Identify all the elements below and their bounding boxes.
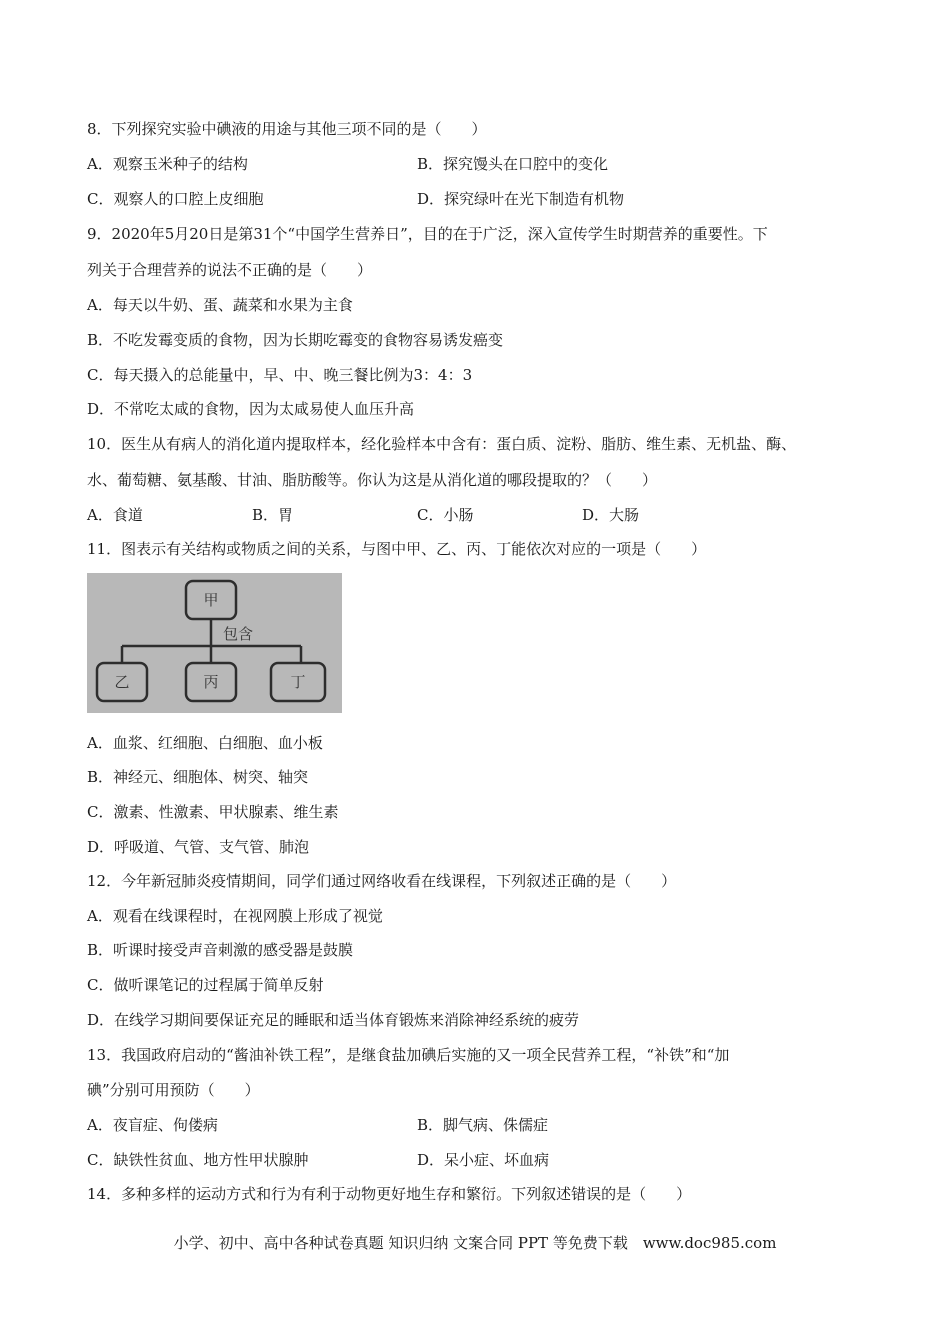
q13-stem-line2: 碘”分别可用预防（ ） <box>87 1081 260 1099</box>
q8-option-a: A．观察玉米种子的结构 <box>87 155 248 173</box>
q8-option-b: B．探究馒头在口腔中的变化 <box>417 155 609 173</box>
label-jia: 甲 <box>203 591 219 609</box>
label-ding: 丁 <box>290 673 306 691</box>
q9-option-c: C．每天摄入的总能量中，早、中、晚三餐比例为3：4：3 <box>87 366 473 384</box>
q8-option-c: C．观察人的口腔上皮细胞 <box>87 190 264 208</box>
q14-stem: 14．多种多样的运动方式和行为有利于动物更好地生存和繁衍。下列叙述错误的是（ ） <box>87 1185 692 1203</box>
q12-option-c: C．做听课笔记的过程属于简单反射 <box>87 976 324 994</box>
q13-option-b: B．脚气病、侏儒症 <box>417 1116 549 1134</box>
q10-option-d: D．大肠 <box>582 506 640 524</box>
q11-option-c: C．激素、性激素、甲状腺素、维生素 <box>87 803 339 821</box>
page-footer: 小学、初中、高中各种试卷真题 知识归纳 文案合同 PPT 等免费下载 www.doc985.com <box>173 1234 777 1252</box>
q11-option-d: D．呼吸道、气管、支气管、肺泡 <box>87 838 310 856</box>
label-yi: 乙 <box>114 673 130 691</box>
q12-option-d: D．在线学习期间要保证充足的睡眠和适当体育锻炼来消除神经系统的疲劳 <box>87 1011 580 1029</box>
q9-option-b: B．不吃发霉变质的食物，因为长期吃霉变的食物容易诱发癌变 <box>87 331 504 349</box>
q13-option-d: D．呆小症、坏血病 <box>417 1151 550 1169</box>
q9-option-d: D．不常吃太咸的食物，因为太咸易使人血压升高 <box>87 400 415 418</box>
q9-option-a: A．每天以牛奶、蛋、蔬菜和水果为主食 <box>87 296 353 314</box>
q13-option-a: A．夜盲症、佝偻病 <box>87 1116 218 1134</box>
q12-option-b: B．听课时接受声音刺激的感受器是鼓膜 <box>87 941 354 959</box>
q8-option-d: D．探究绿叶在光下制造有机物 <box>417 190 625 208</box>
q9-stem-line2: 列关于合理营养的说法不正确的是（ ） <box>87 261 373 279</box>
q11-stem: 11．图表示有关结构或物质之间的关系，与图中甲、乙、丙、丁能依次对应的一项是（ ） <box>87 540 707 558</box>
q10-option-b: B．胃 <box>252 506 294 524</box>
q10-stem-line2: 水、葡萄糖、氨基酸、甘油、脂肪酸等。你认为这是从消化道的哪段提取的？（ ） <box>87 471 658 489</box>
q10-option-c: C．小肠 <box>417 506 474 524</box>
q10-stem-line1: 10．医生从有病人的消化道内提取样本，经化验样本中含有：蛋白质、淀粉、脂肪、维生素、无机盐、酶、 <box>87 435 797 453</box>
q12-option-a: A．观看在线课程时，在视网膜上形成了视觉 <box>87 907 383 925</box>
q11-option-a: A．血浆、红细胞、白细胞、血小板 <box>87 734 323 752</box>
q9-stem-line1: 9．2020年5月20日是第31个“中国学生营养日”，目的在于广泛，深入宣传学生时期营养的重要性。下 <box>87 225 768 243</box>
q11-option-b: B．神经元、细胞体、树突、轴突 <box>87 768 309 786</box>
q13-option-c: C．缺铁性贫血、地方性甲状腺肿 <box>87 1151 309 1169</box>
q12-stem: 12．今年新冠肺炎疫情期间，同学们通过网络收看在线课程，下列叙述正确的是（ ） <box>87 872 677 890</box>
q13-stem-line1: 13．我国政府启动的“酱油补铁工程”，是继食盐加碘后实施的又一项全民营养工程，“补铁”和“加 <box>87 1046 730 1064</box>
label-bing: 丙 <box>203 673 219 691</box>
q8-stem: 8．下列探究实验中碘液的用途与其他三项不同的是（ ） <box>87 120 487 138</box>
hierarchy-diagram <box>87 573 342 713</box>
label-relation: 包含 <box>223 625 254 643</box>
q10-option-a: A．食道 <box>87 506 143 524</box>
